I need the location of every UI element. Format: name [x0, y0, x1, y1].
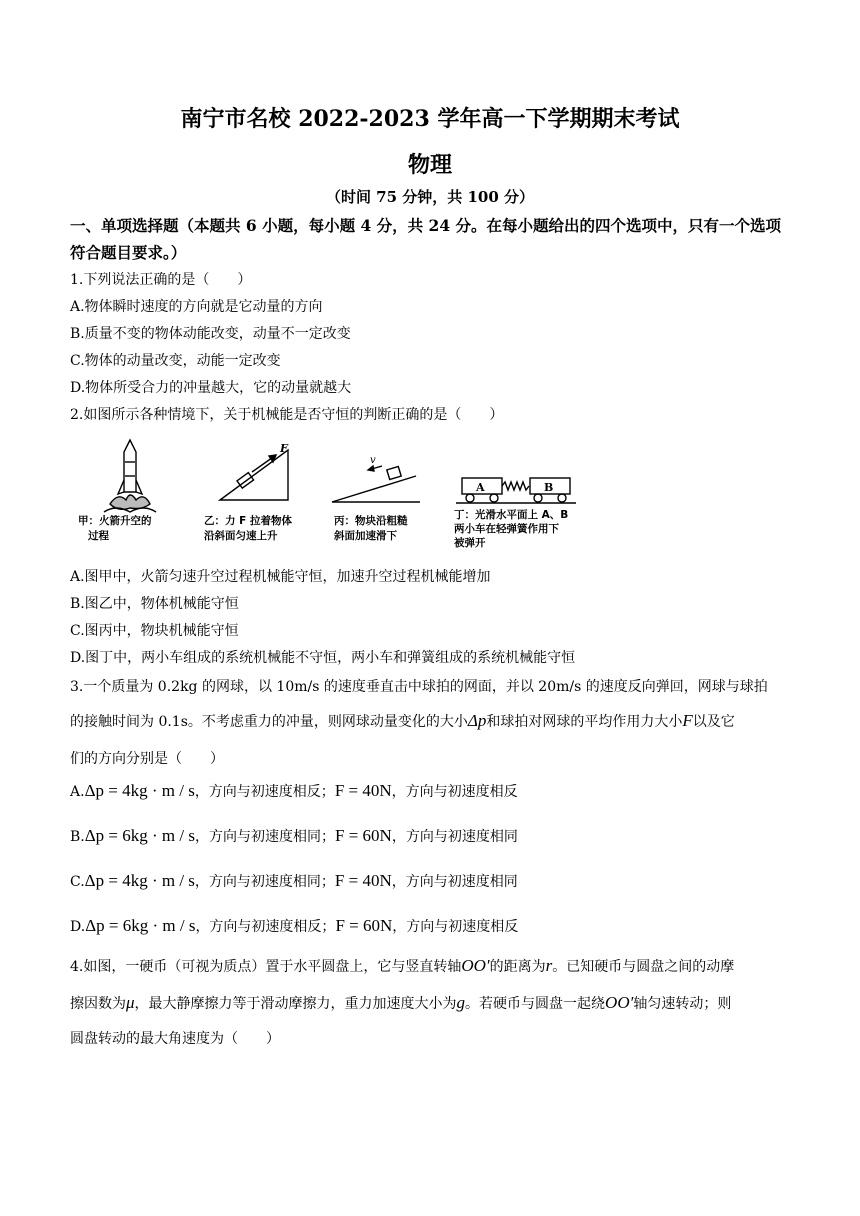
- q4-line2-b: ，最大静摩擦力等于滑动摩擦力，重力加速度大小为: [134, 996, 457, 1012]
- section-heading: 一、单项选择题（本题共 6 小题，每小题 4 分，共 24 分。在每小题给出的四个选项中，只有一个选项符合题目要求。）: [70, 216, 782, 262]
- q2-option-a: A.图甲中，火箭匀速升空过程机械能守恒，加速升空过程机械能增加: [70, 569, 491, 585]
- q3-line2: [70, 711, 735, 731]
- fig-caption-yi-2: 沿斜面匀速上升: [204, 530, 278, 542]
- q4-line1: [70, 956, 734, 976]
- velocity-label-v: v: [370, 455, 376, 466]
- q3-line3: 们的方向分别是（ ）: [70, 751, 224, 767]
- q3-line2-c: 以及它: [692, 714, 735, 730]
- q4-line1-a: 4.如图，一硬币（可视为质点）置于水平圆盘上，它与竖直转轴: [70, 959, 462, 975]
- option-dp-formula: Δp = 4kg · m / s: [84, 871, 195, 890]
- fig-caption-jia-2: 过程: [88, 530, 109, 542]
- cart-label-b: B: [544, 481, 554, 494]
- carts-spring-illustration: [456, 478, 576, 503]
- q3-line2-a: 的接触时间为 0.1s。不考虑重力的冲量，则网球动量变化的大小: [70, 714, 468, 730]
- fig-caption-ding-3: 被弹开: [454, 537, 486, 549]
- time-note: （时间 75 分钟，共 100 分）: [325, 188, 535, 206]
- q3-option-b: [70, 826, 518, 846]
- option-dir1: ，方向与初速度相反；: [194, 784, 335, 800]
- option-dp-formula: Δp = 6kg · m / s: [85, 916, 196, 935]
- option-dir2: ，方向与初速度相反: [391, 784, 518, 800]
- option-f-formula: F = 40N: [334, 871, 392, 890]
- option-dp-formula: Δp = 6kg · m / s: [84, 826, 195, 845]
- fig-caption-ding-1: 丁：光滑水平面上 A、B: [454, 509, 569, 521]
- rocket-illustration: [104, 440, 156, 512]
- q4-line3: 圆盘转动的最大角速度为（ ）: [70, 1031, 280, 1047]
- q4-line2-d: 轴匀速转动；则: [633, 996, 732, 1012]
- option-dir1: ，方向与初速度相同；: [194, 874, 335, 890]
- q4-line1-c: 。已知硬币与圆盘之间的动摩: [552, 959, 735, 975]
- fig-caption-jia-1: 甲：火箭升空的: [78, 515, 152, 527]
- axis-oo: OO′: [605, 993, 634, 1012]
- option-label: C.: [70, 874, 85, 890]
- fig-caption-bing-2: 斜面加速滑下: [334, 530, 397, 542]
- option-f-formula: F = 60N: [335, 826, 392, 845]
- option-dir1: ，方向与初速度相同；: [195, 829, 335, 845]
- q3-line1: 3.一个质量为 0.2kg 的网球，以 10m/s 的速度垂直击中球拍的网面，并以 20m/s 的速度反向弹回，网球与球拍: [70, 679, 768, 695]
- exam-title: 南宁市名校 2022-2023 学年高一下学期期末考试: [180, 106, 680, 132]
- q1-option-c: C.物体的动量改变，动能一定改变: [70, 353, 281, 369]
- friction-mu: μ: [126, 993, 135, 1012]
- fig-caption-ding-2: 两小车在轻弹簧作用下: [454, 523, 559, 535]
- q4-line1-b: 的距离为: [489, 959, 546, 975]
- q2-figure: [70, 432, 590, 557]
- radius-r: r: [545, 956, 553, 975]
- q1-option-a: A.物体瞬时速度的方向就是它动量的方向: [70, 299, 323, 315]
- q2-option-b: B.图乙中，物体机械能守恒: [70, 596, 239, 612]
- q3-delta-p: Δp: [467, 711, 487, 730]
- subject-title: 物理: [407, 152, 452, 178]
- force-label-f: F: [280, 442, 288, 455]
- option-dir2: ，方向与初速度相同: [391, 874, 518, 890]
- option-label: D.: [70, 919, 86, 935]
- option-dir2: ，方向与初速度相反: [392, 919, 519, 935]
- q1-stem: 1.下列说法正确的是（ ）: [70, 272, 252, 288]
- incline-pull-illustration: [220, 450, 288, 500]
- q1-option-d: D.物体所受合力的冲量越大，它的动量就越大: [70, 380, 352, 396]
- option-label: A.: [70, 784, 85, 800]
- fig-caption-yi-1: 乙：力 F 拉着物体: [204, 515, 292, 527]
- q3-option-d: [70, 916, 518, 936]
- option-f-formula: F = 60N: [335, 916, 393, 935]
- axis-oo: OO′: [461, 956, 490, 975]
- gravity-g: g: [456, 993, 466, 1012]
- cart-label-a: A: [476, 481, 485, 494]
- option-dp-formula: Δp = 4kg · m / s: [84, 781, 195, 800]
- option-f-formula: F = 40N: [334, 781, 392, 800]
- q3-option-c: [70, 871, 518, 891]
- q2-option-c: C.图丙中，物块机械能守恒: [70, 623, 239, 639]
- q4-line2-a: 擦因数为: [70, 996, 126, 1012]
- option-dir2: ，方向与初速度相同: [391, 829, 518, 845]
- fig-caption-bing-1: 丙：物块沿粗糙: [334, 515, 408, 527]
- q2-option-d: D.图丁中，两小车组成的系统机械能不守恒，两小车和弹簧组成的系统机械能守恒: [70, 650, 576, 666]
- option-label: B.: [70, 829, 85, 845]
- q3-option-a: [70, 781, 518, 801]
- q1-option-b: B.质量不变的物体动能改变，动量不一定改变: [70, 326, 351, 342]
- q4-line2: [70, 993, 731, 1013]
- q3-force: F: [682, 711, 693, 730]
- q3-line2-b: 和球拍对网球的平均作用力大小: [486, 714, 683, 730]
- option-dir1: ，方向与初速度相反；: [195, 919, 336, 935]
- incline-slide-illustration: [332, 466, 420, 502]
- q4-line2-c: 。若硬币与圆盘一起绕: [465, 996, 606, 1012]
- q2-stem: 2.如图所示各种情境下，关于机械能是否守恒的判断正确的是（ ）: [70, 407, 504, 423]
